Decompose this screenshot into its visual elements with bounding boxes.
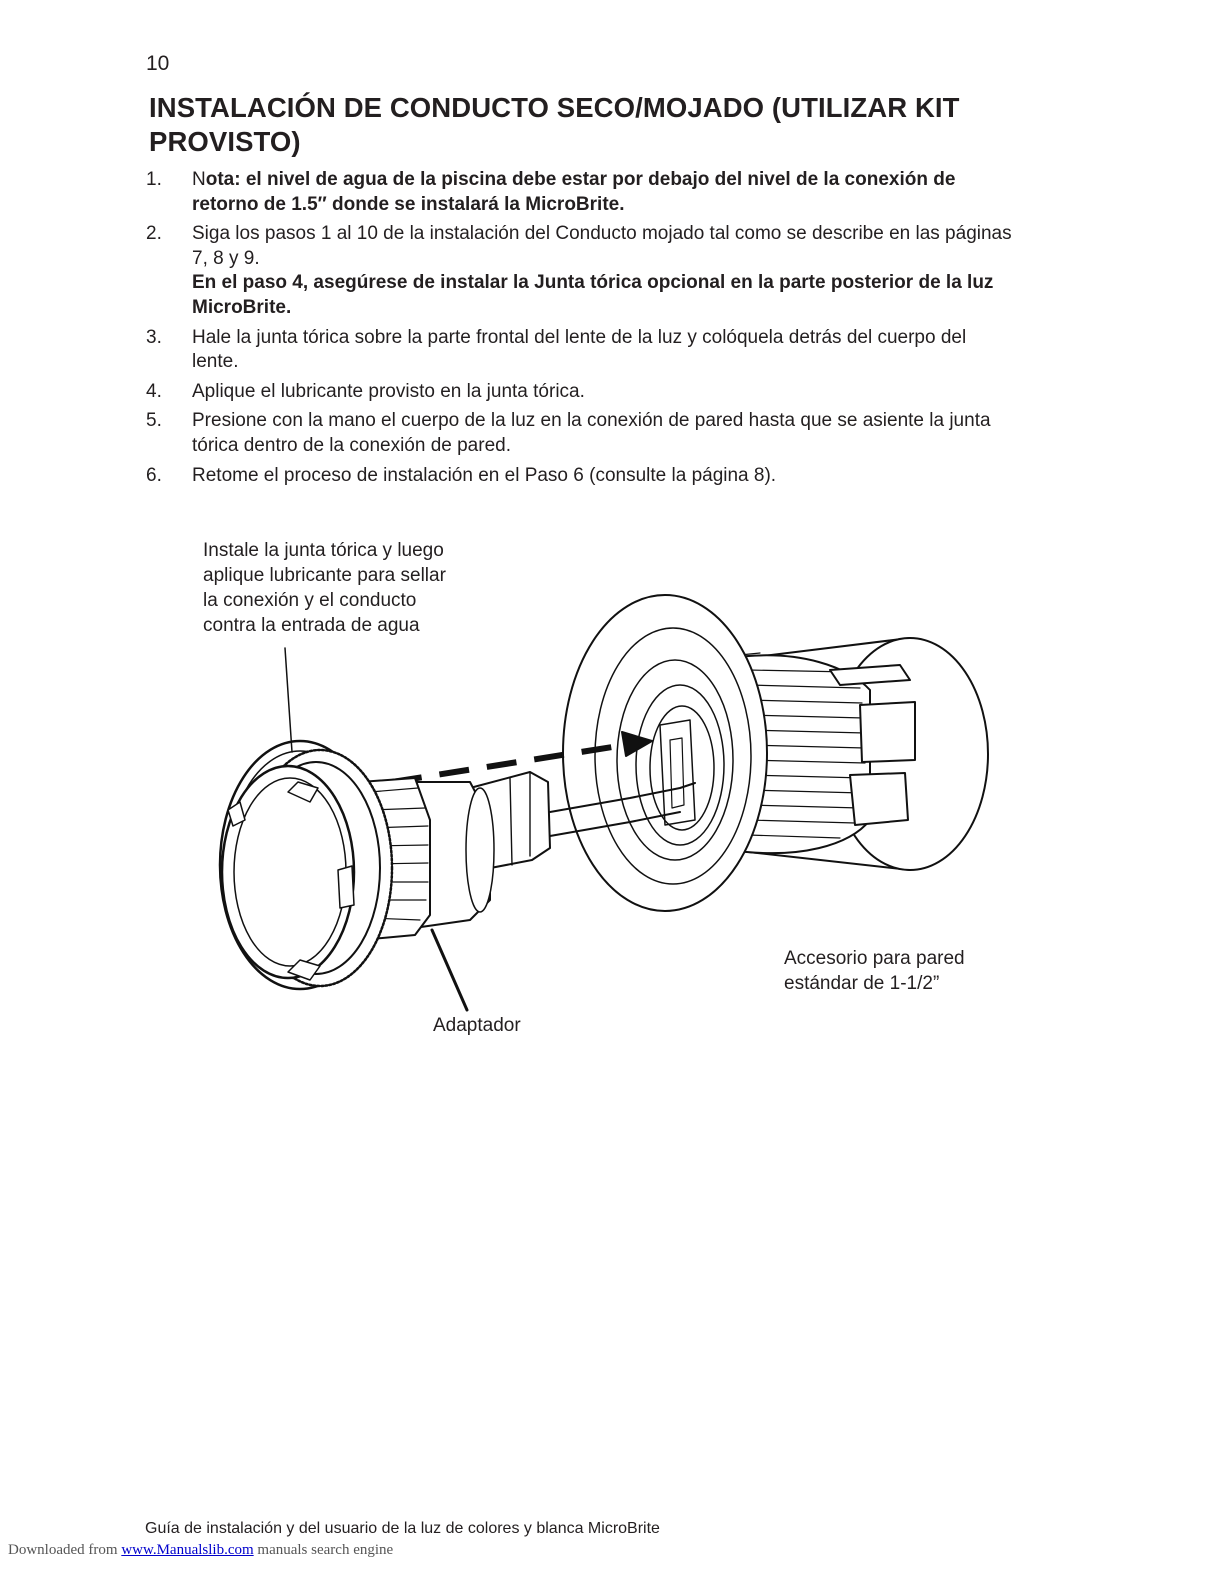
step-number: 1.: [146, 169, 162, 190]
adapter-leader-line: [432, 930, 467, 1010]
list-item: [146, 222, 1016, 320]
step-number: 2.: [146, 223, 162, 245]
step-number: 3.: [146, 326, 162, 348]
step-text: Siga los pasos 1 al 10 de la instalación del Conducto mojado tal como se describe en las páginas 7, 8 y 9.: [192, 223, 1012, 269]
step-number: 6.: [146, 464, 162, 486]
download-prefix: Downloaded from: [8, 1542, 118, 1558]
step-text: Aplique el lubricante provisto en la junta tórica.: [192, 380, 585, 402]
light-unit-drawing: [220, 741, 550, 989]
list-item: [146, 409, 1016, 458]
page-title: INSTALACIÓN DE CONDUCTO SECO/MOJADO (UTILIZAR KIT PROVISTO): [149, 92, 960, 157]
page-number: 10: [146, 52, 170, 75]
step-number: 5.: [146, 410, 162, 432]
oring-callout: Instale la junta tórica y luego aplique lubricante para sellar la conexión y el conducto contra la entrada de agua: [203, 540, 446, 636]
step-bold-text: En el paso 4, asegúrese de instalar la Junta tórica opcional en la parte posterior de la luz MicroBrite.: [192, 272, 994, 318]
step-text: Presione con la mano el cuerpo de la luz en la conexión de pared hasta que se asiente la junta tórica dentro de la conexión de pared.: [192, 410, 991, 456]
adapter-callout: Adaptador: [433, 1015, 521, 1036]
installation-figure: [170, 520, 1030, 1060]
step-text: Hale la junta tórica sobre la parte frontal del lente de la luz y colóquela detrás del cuerpo del lente.: [192, 326, 967, 373]
manualslib-link[interactable]: www.Manualslib.com: [121, 1542, 254, 1558]
list-item: [146, 326, 1016, 375]
list-item: [146, 168, 1016, 217]
step-text: N: [192, 169, 206, 190]
download-footer: [8, 1542, 393, 1559]
instruction-list: [146, 168, 1016, 493]
step-text: Retome el proceso de instalación en el Paso 6 (consulte la página 8).: [192, 464, 777, 486]
oring-leader-line: [285, 648, 292, 752]
wall-fitting-callout: Accesorio para pared estándar de 1-1/2”: [784, 948, 965, 994]
download-suffix: manuals search engine: [257, 1542, 394, 1558]
step-number: 4.: [146, 380, 162, 402]
list-item: [146, 464, 1016, 489]
footer-guide-title: Guía de instalación y del usuario de la luz de colores y blanca MicroBrite: [145, 1520, 660, 1537]
list-item: [146, 380, 1016, 405]
step-bold-text: ota: el nivel de agua de la piscina debe estar por debajo del nivel de la conexión de retorno de 1.5″ donde se instalará la MicroBrite.: [192, 169, 956, 215]
